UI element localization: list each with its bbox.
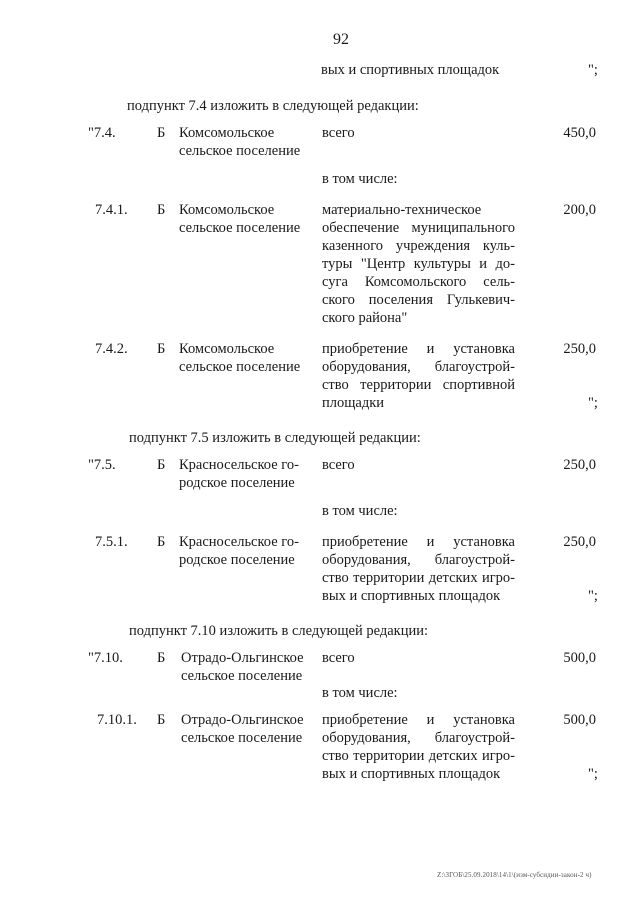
row-number: 7.5.1. <box>95 534 128 550</box>
row-name-line: Комсомольское <box>179 202 275 218</box>
top-continuation-text: вых и спортивных площадок <box>321 62 500 78</box>
row-description-line: ство территории детских игро- <box>322 748 515 764</box>
row-amount: 250,0 <box>563 534 596 550</box>
top-continuation-end-mark: "; <box>588 62 598 78</box>
row-name-line: Комсомольское <box>179 341 275 357</box>
row-name-line: Отрадо-Ольгинское <box>181 650 304 666</box>
row-number: "7.10. <box>88 650 123 666</box>
page-number: 92 <box>333 31 349 48</box>
row-number: "7.5. <box>88 457 116 473</box>
row-type: Б <box>157 457 166 473</box>
row-description-line: в том числе: <box>322 171 398 187</box>
row-description-line: материально-техническое <box>322 202 482 218</box>
row-end-mark: "; <box>588 766 598 782</box>
row-description-line: вых и спортивных площадок <box>322 588 501 604</box>
row-amount: 200,0 <box>563 202 596 218</box>
row-number: "7.4. <box>88 125 116 141</box>
row-amount: 450,0 <box>563 125 596 141</box>
row-name-line: родское поселение <box>179 475 295 491</box>
row-description-line: обеспечение муниципального <box>322 220 515 236</box>
row-description-line: казенного учреждения куль- <box>322 238 515 254</box>
row-number: 7.4.1. <box>95 202 128 218</box>
row-description-line: всего <box>322 650 355 666</box>
row-description-line: ского поселения Гулькевич- <box>322 292 515 308</box>
section-heading-7-10: подпункт 7.10 изложить в следующей редакции: <box>129 623 429 639</box>
row-description-line: вых и спортивных площадок <box>322 766 501 782</box>
row-name-line: сельское поселение <box>181 730 303 746</box>
row-end-mark: "; <box>588 395 598 411</box>
row-description-line: всего <box>322 457 355 473</box>
row-amount: 500,0 <box>563 712 596 728</box>
footer-file-path: Z:\ЗГОБ\25.09.2018\14\1\(изм-субсидии-закон-2 ч) <box>437 871 592 879</box>
row-amount: 250,0 <box>563 341 596 357</box>
row-description-line: оборудования, благоустрой- <box>322 552 515 568</box>
row-number: 7.10.1. <box>97 712 137 728</box>
row-description-line: всего <box>322 125 355 141</box>
row-number: 7.4.2. <box>95 341 128 357</box>
row-end-mark: "; <box>588 588 598 604</box>
row-name-line: сельское поселение <box>181 668 303 684</box>
section-heading-7-5: подпункт 7.5 изложить в следующей редакции: <box>129 430 421 446</box>
row-description-line: ство территории спортивной <box>322 377 515 393</box>
row-description-line: суга Комсомольского сель- <box>322 274 515 290</box>
row-type: Б <box>157 125 166 141</box>
row-type: Б <box>157 712 166 728</box>
row-description-line: ство территории детских игро- <box>322 570 515 586</box>
row-type: Б <box>157 650 166 666</box>
row-description-line: приобретение и установка <box>322 534 515 550</box>
row-name-line: Красносельское го- <box>179 534 299 550</box>
row-name-line: Красносельское го- <box>179 457 299 473</box>
row-amount: 500,0 <box>563 650 596 666</box>
row-amount: 250,0 <box>563 457 596 473</box>
row-description-line: ского района" <box>322 310 408 326</box>
row-description-line: туры "Центр культуры и до- <box>322 256 515 272</box>
row-name-line: сельское поселение <box>179 143 301 159</box>
row-name-line: Отрадо-Ольгинское <box>181 712 304 728</box>
row-description-line: в том числе: <box>322 685 398 701</box>
row-description-line: площадки <box>322 395 385 411</box>
section-heading-7-4: подпункт 7.4 изложить в следующей редакции: <box>127 98 419 114</box>
row-name-line: сельское поселение <box>179 359 301 375</box>
row-description-line: в том числе: <box>322 503 398 519</box>
row-type: Б <box>157 202 166 218</box>
row-description-line: приобретение и установка <box>322 712 515 728</box>
row-description-line: приобретение и установка <box>322 341 515 357</box>
row-type: Б <box>157 341 166 357</box>
row-name-line: родское поселение <box>179 552 295 568</box>
row-description-line: оборудования, благоустрой- <box>322 359 515 375</box>
row-description-line: оборудования, благоустрой- <box>322 730 515 746</box>
row-name-line: Комсомольское <box>179 125 275 141</box>
row-type: Б <box>157 534 166 550</box>
row-name-line: сельское поселение <box>179 220 301 236</box>
